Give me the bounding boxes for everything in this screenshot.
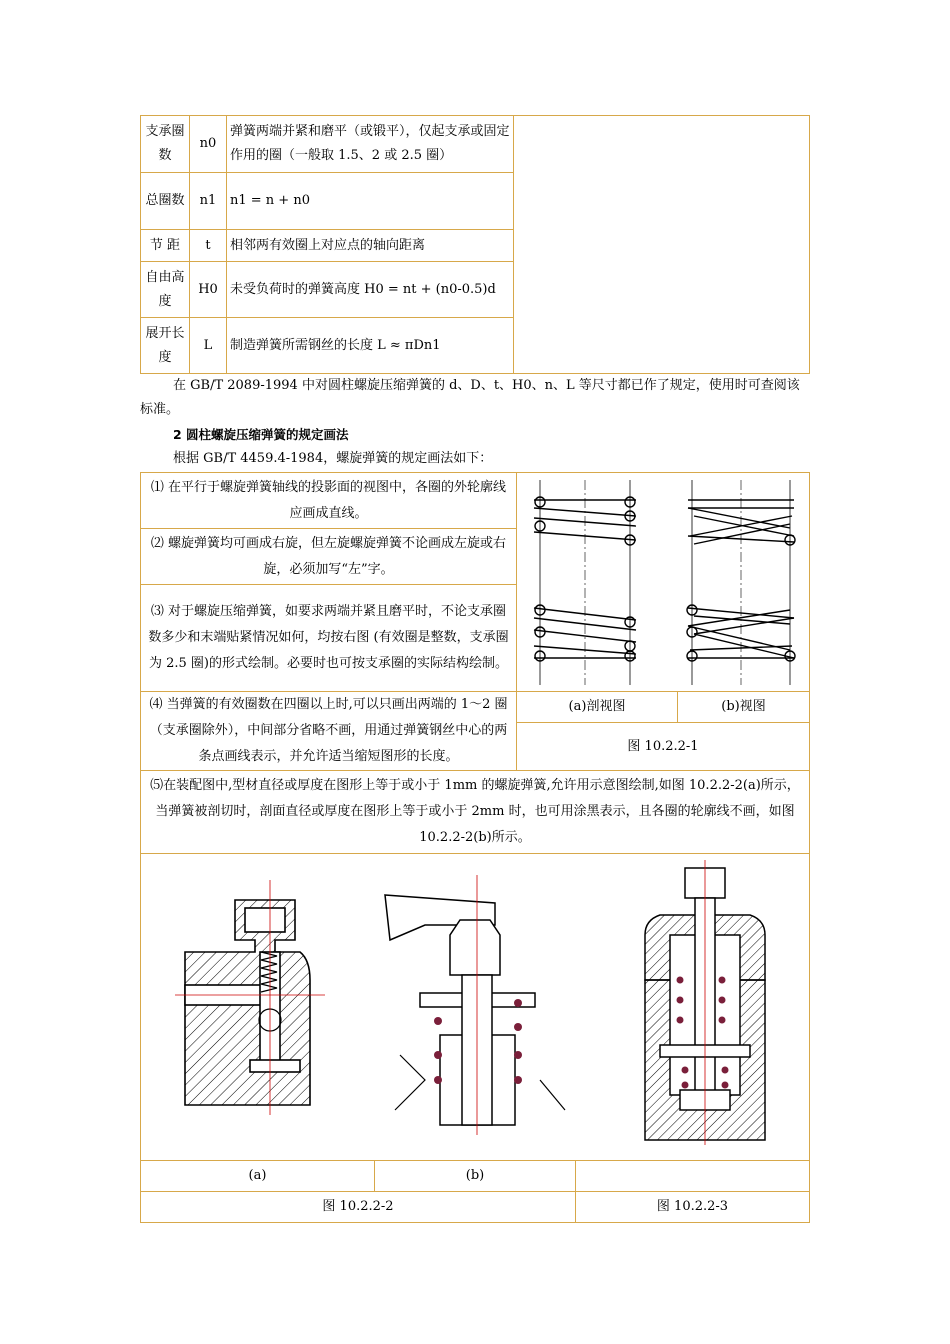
fig2-caption: 图 10.2.2-2 (140, 1191, 576, 1223)
param-name: 节 距 (141, 230, 190, 262)
fig1-label-b: (b)视图 (677, 691, 810, 723)
param-name: 展开长度 (141, 318, 190, 374)
rule-4: ⑷ 当弹簧的有效圈数在四圈以上时,可以只画出两端的 1～2 圈（支承圈除外），中间部分省略不画，用通过弹簧钢丝中心的两条点画线表示，并允许适当缩短图形的长度。 (140, 691, 517, 771)
spring-outside-view-drawing (680, 480, 805, 685)
fig2-label-b: (b) (374, 1160, 576, 1192)
param-symbol: H0 (190, 262, 227, 318)
param-symbol: L (190, 318, 227, 374)
rule-5: ⑸在装配图中,型材直径或厚度在图形上等于或小于 1mm 的螺旋弹簧,允许用示意图绘制,如图 10.2.2-2(a)所示，当弹簧被剖切时，剖面直径或厚度在图形上等于或小于 2mm 时，也可用涂黑表示，且各圈的轮廓线不画，如图 10.2.2-2(b)所示。 (140, 770, 810, 854)
rule-1: ⑴ 在平行于螺旋弹簧轴线的投影面的视图中，各圈的外轮廓线应画成直线。 (140, 472, 517, 529)
spring-section-view-drawing (520, 480, 655, 685)
param-desc: n1 = n + n0 (227, 173, 514, 230)
param-symbol: n1 (190, 173, 227, 230)
section-heading: 2 圆柱螺旋压缩弹簧的规定画法 (173, 427, 349, 442)
assembly-drawing-a (175, 880, 325, 1120)
param-name: 支承圈数 (141, 116, 190, 173)
fig2-label-a: (a) (140, 1160, 375, 1192)
spring-parameter-table (140, 115, 810, 374)
paragraph-standard: 在 GB/T 2089-1994 中对圆柱螺旋压缩弹簧的 d、D、t、H0、n、L 等尺寸都已作了规定，使用时可查阅该标准。 (140, 378, 800, 417)
param-desc: 相邻两有效圈上对应点的轴向距离 (227, 230, 514, 262)
param-desc: 弹簧两端并紧和磨平（或锻平），仅起支承或固定作用的圈（一般取 1.5、2 或 2.5 圈） (227, 116, 514, 173)
param-desc: 未受负荷时的弹簧高度 H0 = nt + (n0-0.5)d (227, 262, 514, 318)
table-empty-cell (514, 116, 810, 374)
rule-2: ⑵ 螺旋弹簧均可画成右旋，但左旋螺旋弹簧不论画成左旋或右旋，必须加写“左”字。 (140, 528, 517, 585)
param-name: 总圈数 (141, 173, 190, 230)
assembly-drawing-b (380, 875, 570, 1140)
fig1-label-a: (a)剖视图 (516, 691, 678, 723)
param-desc: 制造弹簧所需钢丝的长度 L ≈ πDn1 (227, 318, 514, 374)
rule-3: ⑶ 对于螺旋压缩弹簧，如要求两端并紧且磨平时，不论支承圈数多少和末端贴紧情况如何，均按右图 (有效圈是整数，支承圈为 2.5 圈)的形式绘制。必要时也可按支承圈的实际结构绘制。 (140, 584, 517, 692)
param-symbol: t (190, 230, 227, 262)
param-symbol: n0 (190, 116, 227, 173)
fig3-label-empty (575, 1160, 810, 1192)
fig3-caption: 图 10.2.2-3 (575, 1191, 810, 1223)
fig1-caption: 图 10.2.2-1 (516, 722, 810, 771)
assembly-drawing-10-2-2-3 (640, 860, 775, 1145)
param-name: 自由高度 (141, 262, 190, 318)
paragraph-intro: 根据 GB/T 4459.4-1984，螺旋弹簧的规定画法如下： (173, 451, 493, 466)
table-row (141, 116, 810, 173)
